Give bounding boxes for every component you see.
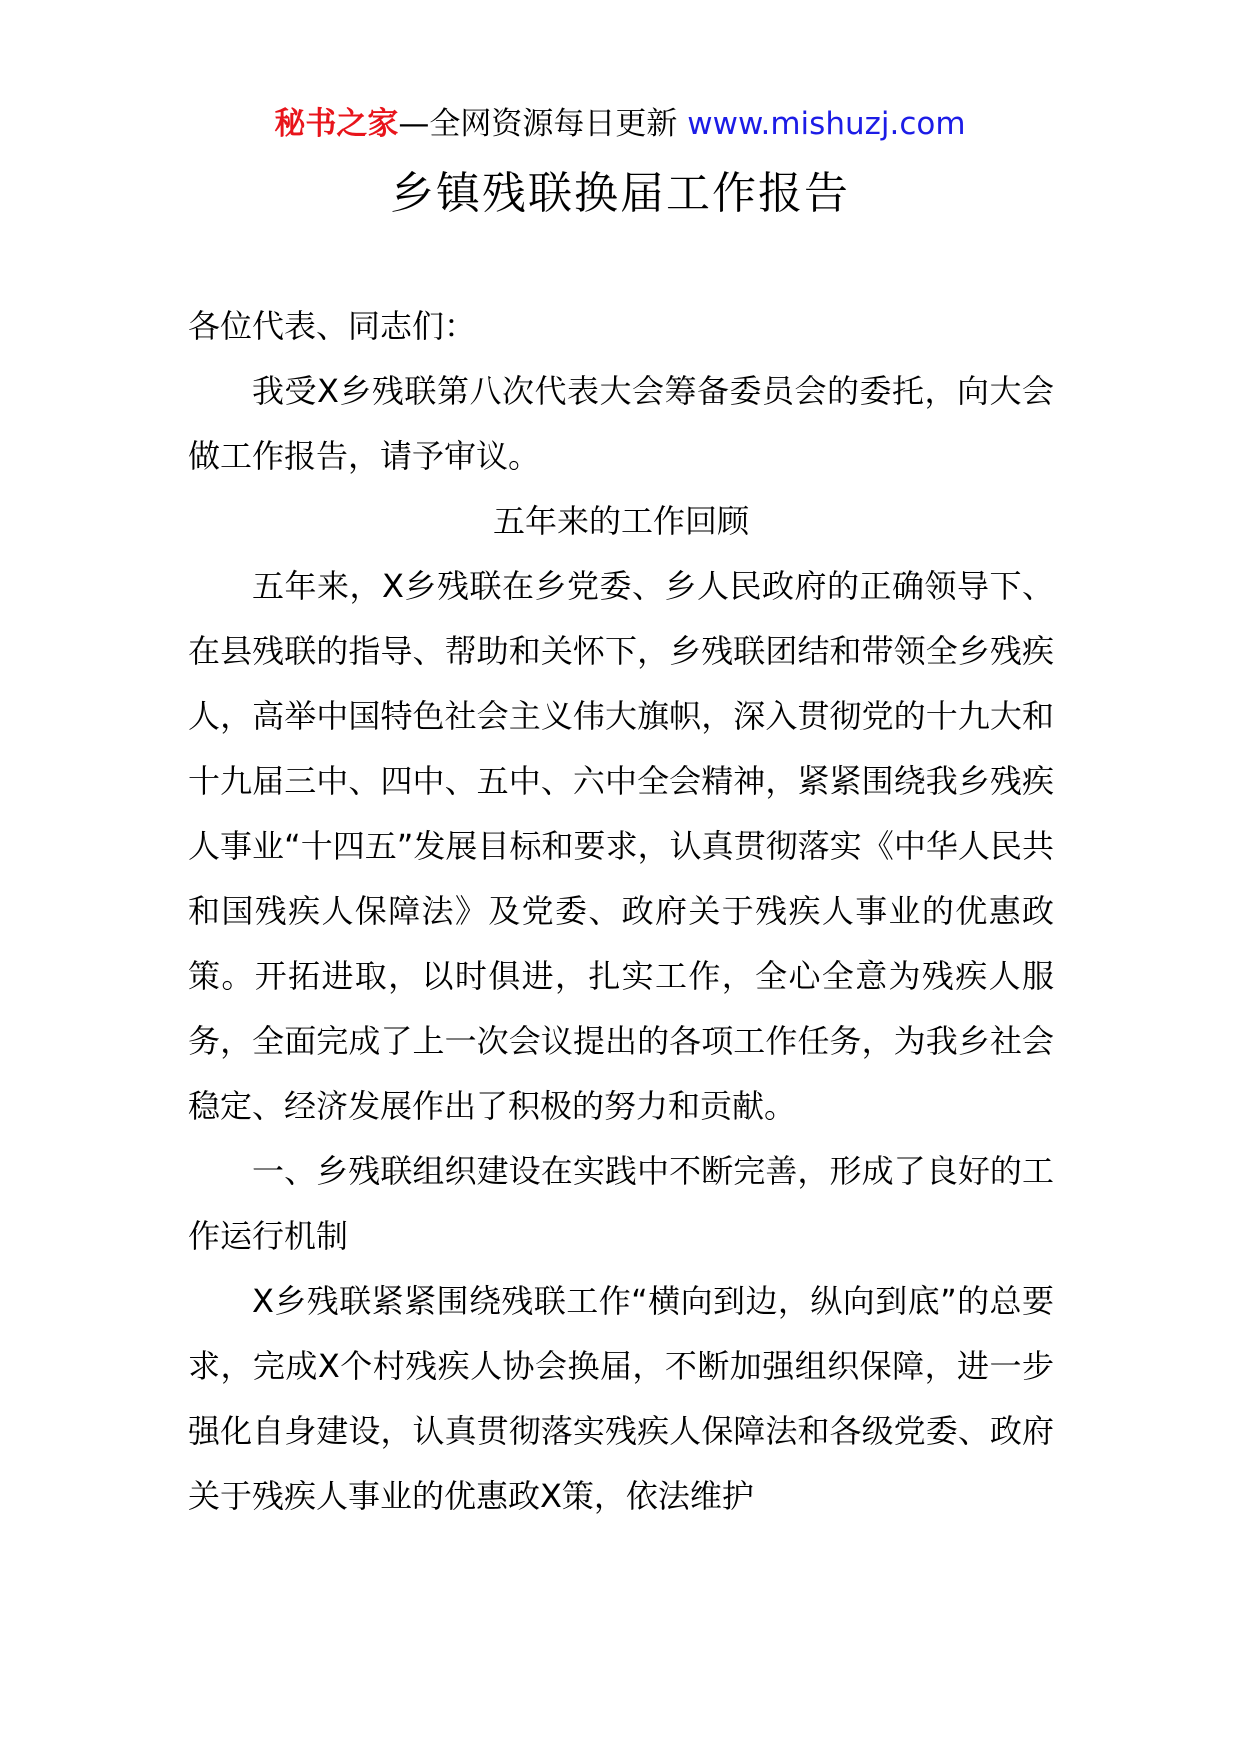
section-heading: 五年来的工作回顾 — [492, 502, 749, 540]
brand-name: 秘书之家 — [274, 106, 399, 142]
document-body — [188, 294, 1054, 1529]
header-tagline: —全网资源每日更新 — [398, 106, 688, 142]
document-title: 乡镇残联换届工作报告 — [390, 168, 850, 219]
subheading-one: 一、乡残联组织建设在实践中不断完善，形成了良好的工作运行机制 — [188, 1152, 1054, 1255]
intro-paragraph: 我受X乡残联第八次代表大会筹备委员会的委托，向大会做工作报告，请予审议。 — [188, 372, 1054, 475]
detail-paragraph: X乡残联紧紧围绕残联工作“横向到边，纵向到底”的总要求，完成X个村残疾人协会换届，不断加强组织保障，进一步强化自身建设，认真贯彻落实残疾人保障法和各级党委、政府关于残疾人事业的优惠政X策，依法维护 — [188, 1282, 1054, 1515]
site-url-link[interactable]: www.mishuzj.com — [687, 106, 966, 142]
review-paragraph: 五年来，X乡残联在乡党委、乡人民政府的正确领导下、在县残联的指导、帮助和关怀下，乡残联团结和带领全乡残疾人，高举中国特色社会主义伟大旗帜，深入贯彻党的十九大和十九届三中、四中、五中、六中全会精神，紧紧围绕我乡残疾人事业“十四五”发展目标和要求，认真贯彻落实《中华人民共和国残疾人保障法》及党委、政府关于残疾人事业的优惠政策。开拓进取，以时俱进，扎实工作，全心全意为残疾人服务，全面完成了上一次会议提出的各项工作任务，为我乡社会稳定、经济发展作出了积极的努力和贡献。 — [188, 567, 1054, 1125]
site-header — [0, 102, 1240, 146]
salutation: 各位代表、同志们： — [188, 307, 477, 345]
